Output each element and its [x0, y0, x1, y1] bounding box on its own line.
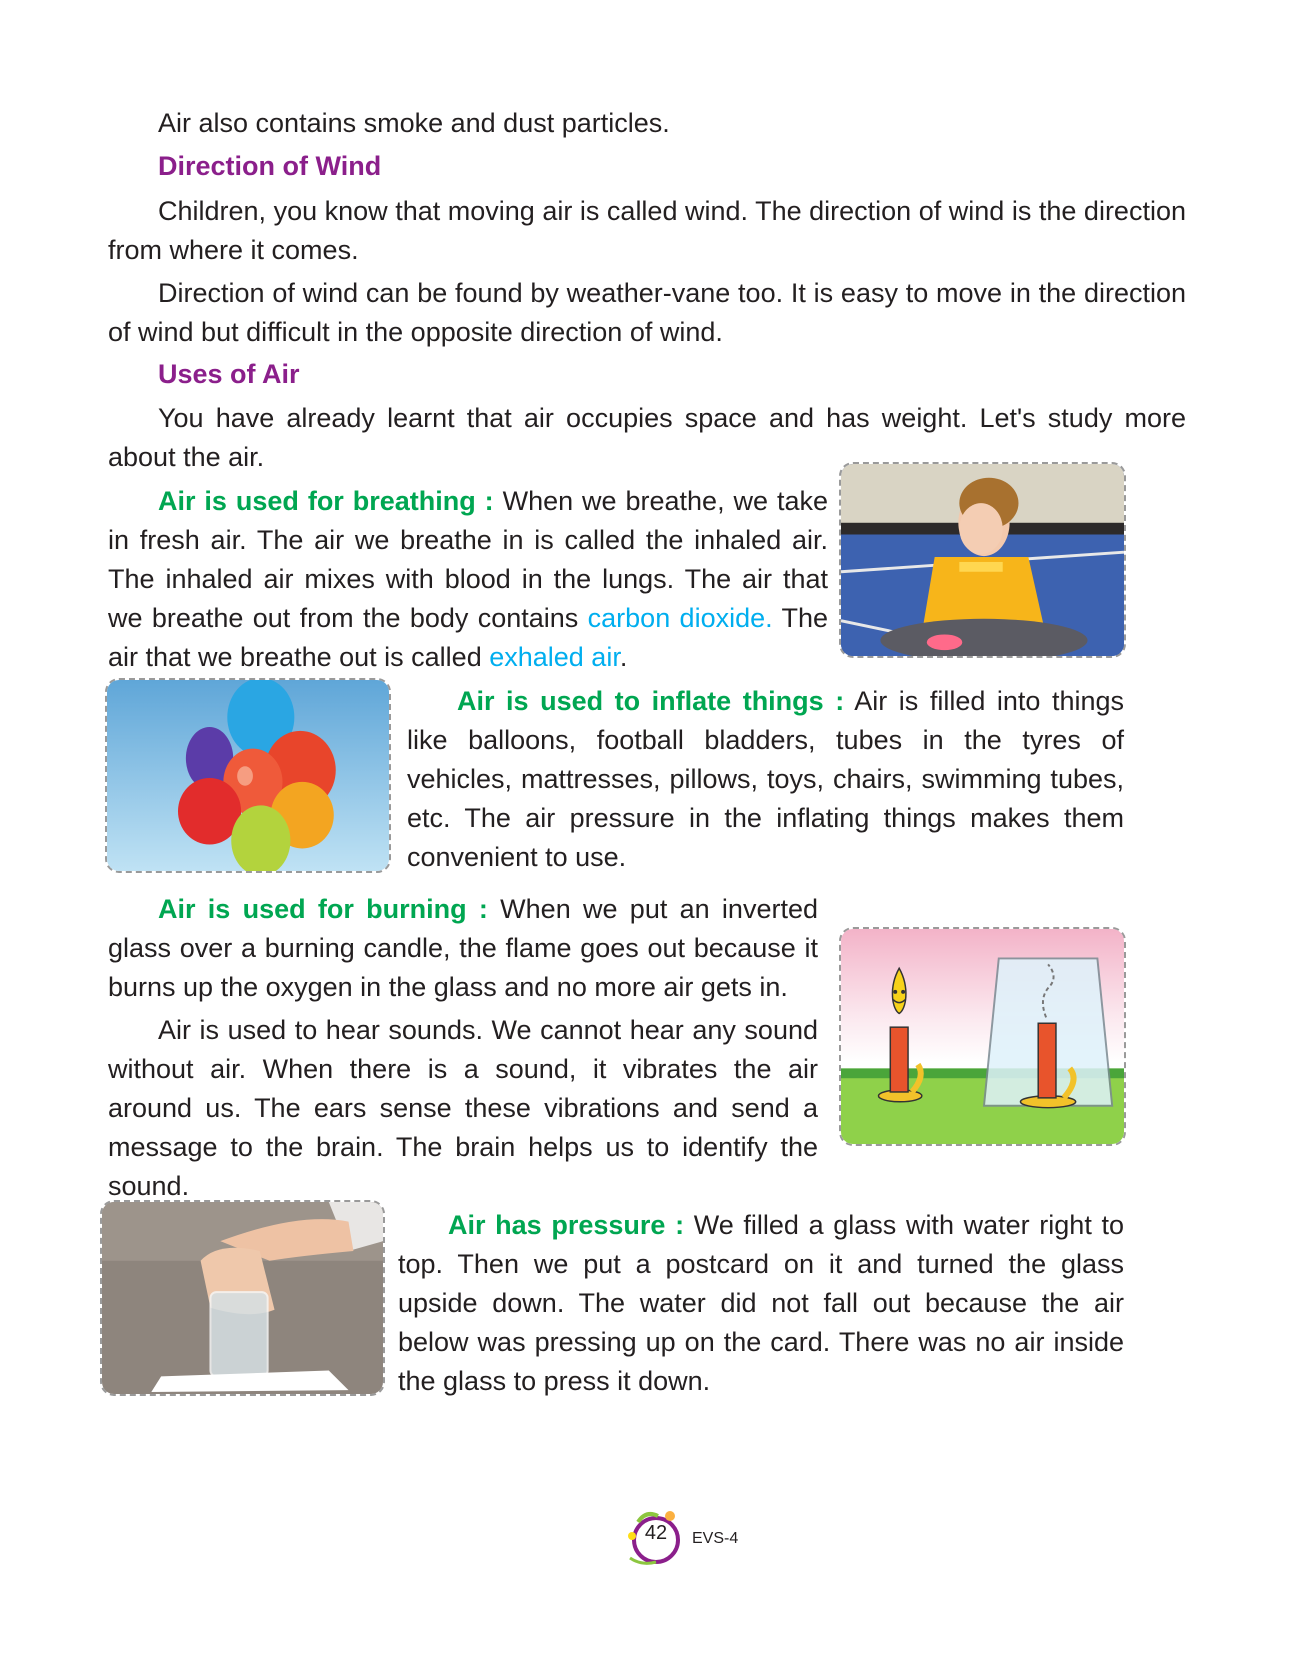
- burning-paragraph: Air is used for burning : When we put an inverted glass over a burning candle, the flame goes out because it burns up the oxygen in the glass and no more air gets in.: [108, 894, 818, 1002]
- wind-paragraph-2: Direction of wind can be found by weather-vane too. It is easy to move in the direction of wind but difficult in the opposite direction of wind.: [108, 278, 1186, 347]
- candle-experiment-illustration: [839, 927, 1126, 1146]
- book-code: EVS-4: [692, 1530, 739, 1547]
- breathing-paragraph: Air is used for breathing : When we breathe, we take in fresh air. The air we breathe in is called the inhaled air. The inhaled air mixes with blood in the lungs. The air that we breathe out from the body contains carbon dioxide. The air that we breathe out is called exhaled air.: [108, 486, 829, 672]
- carbon-dioxide-term: carbon dioxide.: [587, 603, 773, 633]
- wind-paragraph-1: Children, you know that moving air is called wind. The direction of wind is the direction from where it comes.: [108, 196, 1186, 265]
- exhaled-air-term: exhaled air: [489, 642, 620, 672]
- girl-breathing-photo: [839, 462, 1126, 658]
- breathing-subtitle: Air is used for breathing :: [158, 486, 494, 516]
- page-footer: [608, 1508, 748, 1568]
- uses-paragraph: You have already learnt that air occupies space and has weight. Let's study more about the air.: [108, 403, 1186, 472]
- balloons-photo: [105, 678, 391, 873]
- direction-of-wind-heading: Direction of Wind: [158, 151, 382, 181]
- burning-subtitle: Air is used for burning :: [158, 894, 488, 924]
- inverted-glass-photo: [100, 1200, 385, 1396]
- inflate-paragraph: Air is used to inflate things : Air is filled into things like balloons, football bladders, tubes in the tyres of vehicles, mattresses, pillows, toys, chairs, swimming tubes, etc. The air pressure in the inflating things makes them convenient to use.: [407, 686, 1124, 872]
- inflate-subtitle: Air is used to inflate things :: [457, 686, 845, 716]
- pressure-subtitle: Air has pressure :: [448, 1210, 685, 1240]
- page-number: 42: [644, 1522, 668, 1544]
- pressure-paragraph: Air has pressure : We filled a glass with water right to top. Then we put a postcard on it and turned the glass upside down. The water did not fall out because the air below was pressing up on the card. There was no air inside the glass to press it down.: [398, 1210, 1124, 1396]
- intro-paragraph: Air also contains smoke and dust particles.: [158, 108, 670, 138]
- sound-paragraph: Air is used to hear sounds. We cannot hear any sound without air. When there is a sound, it vibrates the air around us. The ears sense these vibrations and send a message to the brain. The brain helps us to identify the sound.: [108, 1015, 818, 1201]
- uses-of-air-heading: Uses of Air: [158, 359, 300, 389]
